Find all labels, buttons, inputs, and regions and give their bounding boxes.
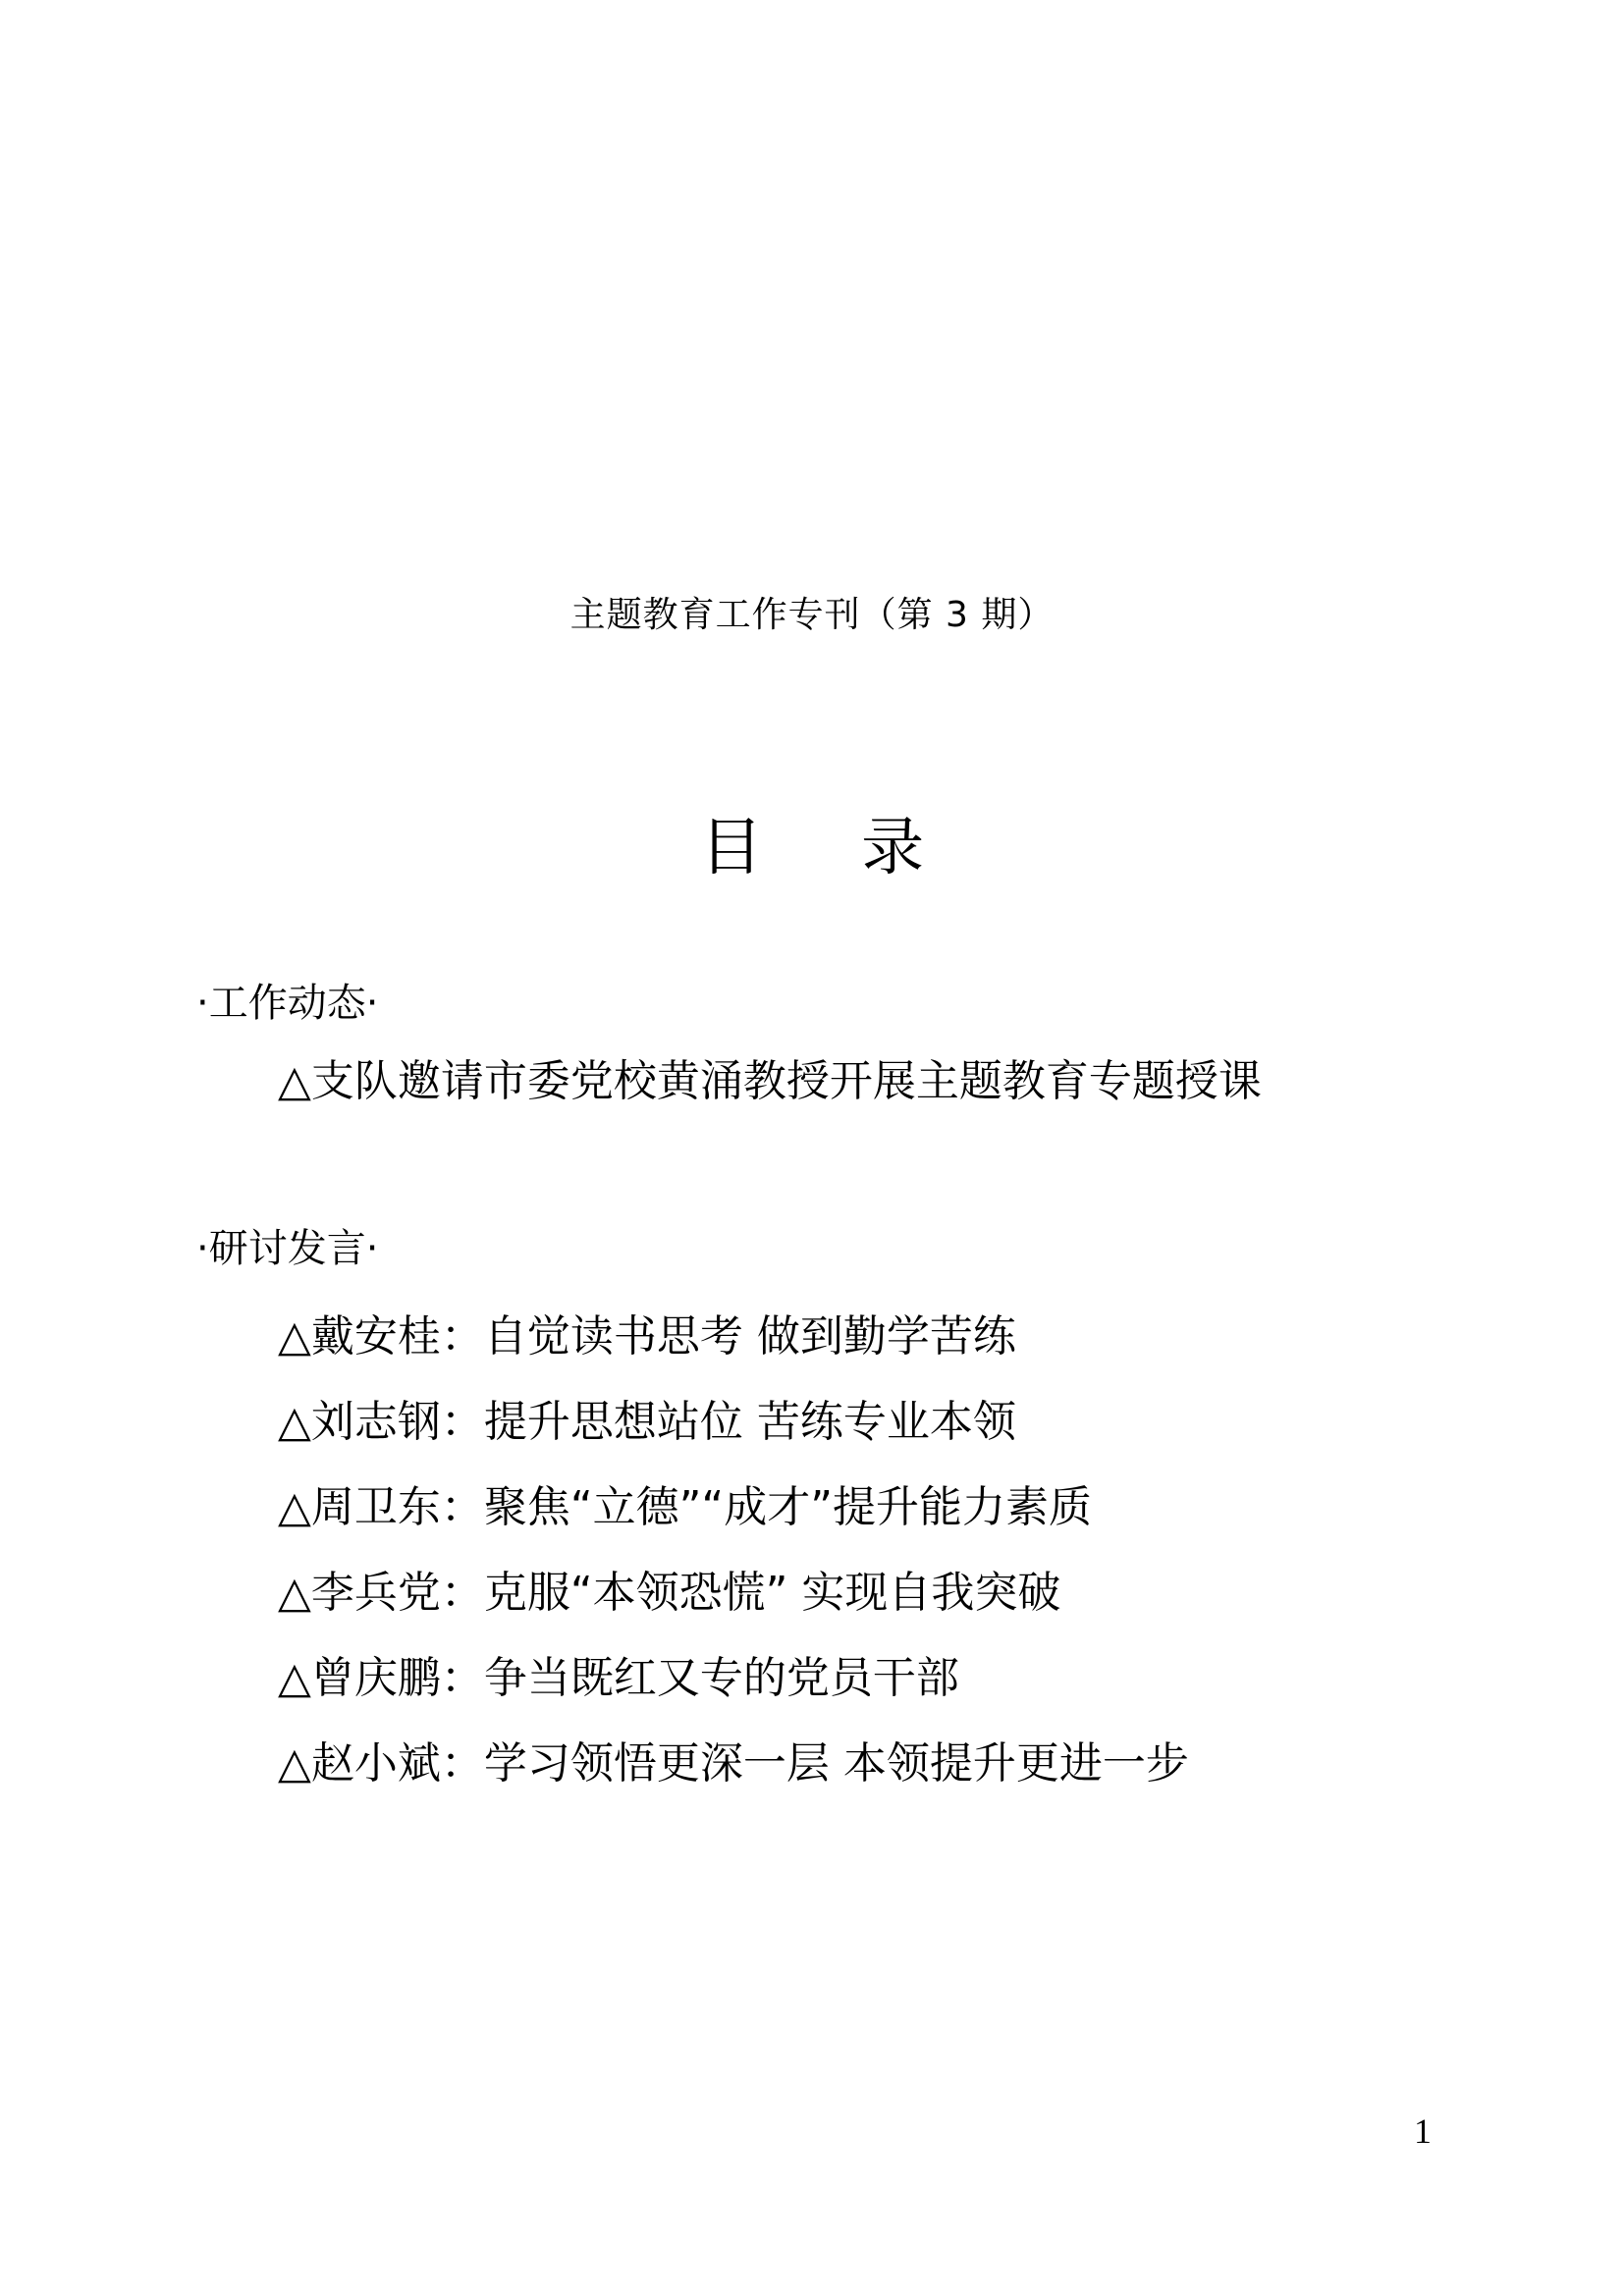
toc-entry: △周卫东：聚焦“立德”“成才”提升能力素质 [278,1482,1093,1532]
toc-entry: △李兵党：克服“本领恐慌” 实现自我突破 [278,1568,1061,1618]
page-number: 1 [1414,2111,1432,2151]
section-heading-discussion-speeches: ·研讨发言· [196,1226,379,1271]
publication-subtitle: 主题教育工作专刊（第 3 期） [569,595,1055,635]
toc-entry: △支队邀请市委党校黄涌教授开展主题教育专题授课 [278,1056,1262,1106]
toc-entry: △赵小斌：学习领悟更深一层 本领提升更进一步 [278,1738,1189,1789]
toc-entry: △戴安桂：自觉读书思考 做到勤学苦练 [278,1311,1016,1362]
section-heading-work-updates: ·工作动态· [196,981,379,1026]
toc-entry: △曾庆鹏：争当既红又专的党员干部 [278,1653,959,1703]
page-title: 目 录 [699,812,964,884]
toc-entry: △刘志钢：提升思想站位 苦练专业本领 [278,1397,1016,1447]
